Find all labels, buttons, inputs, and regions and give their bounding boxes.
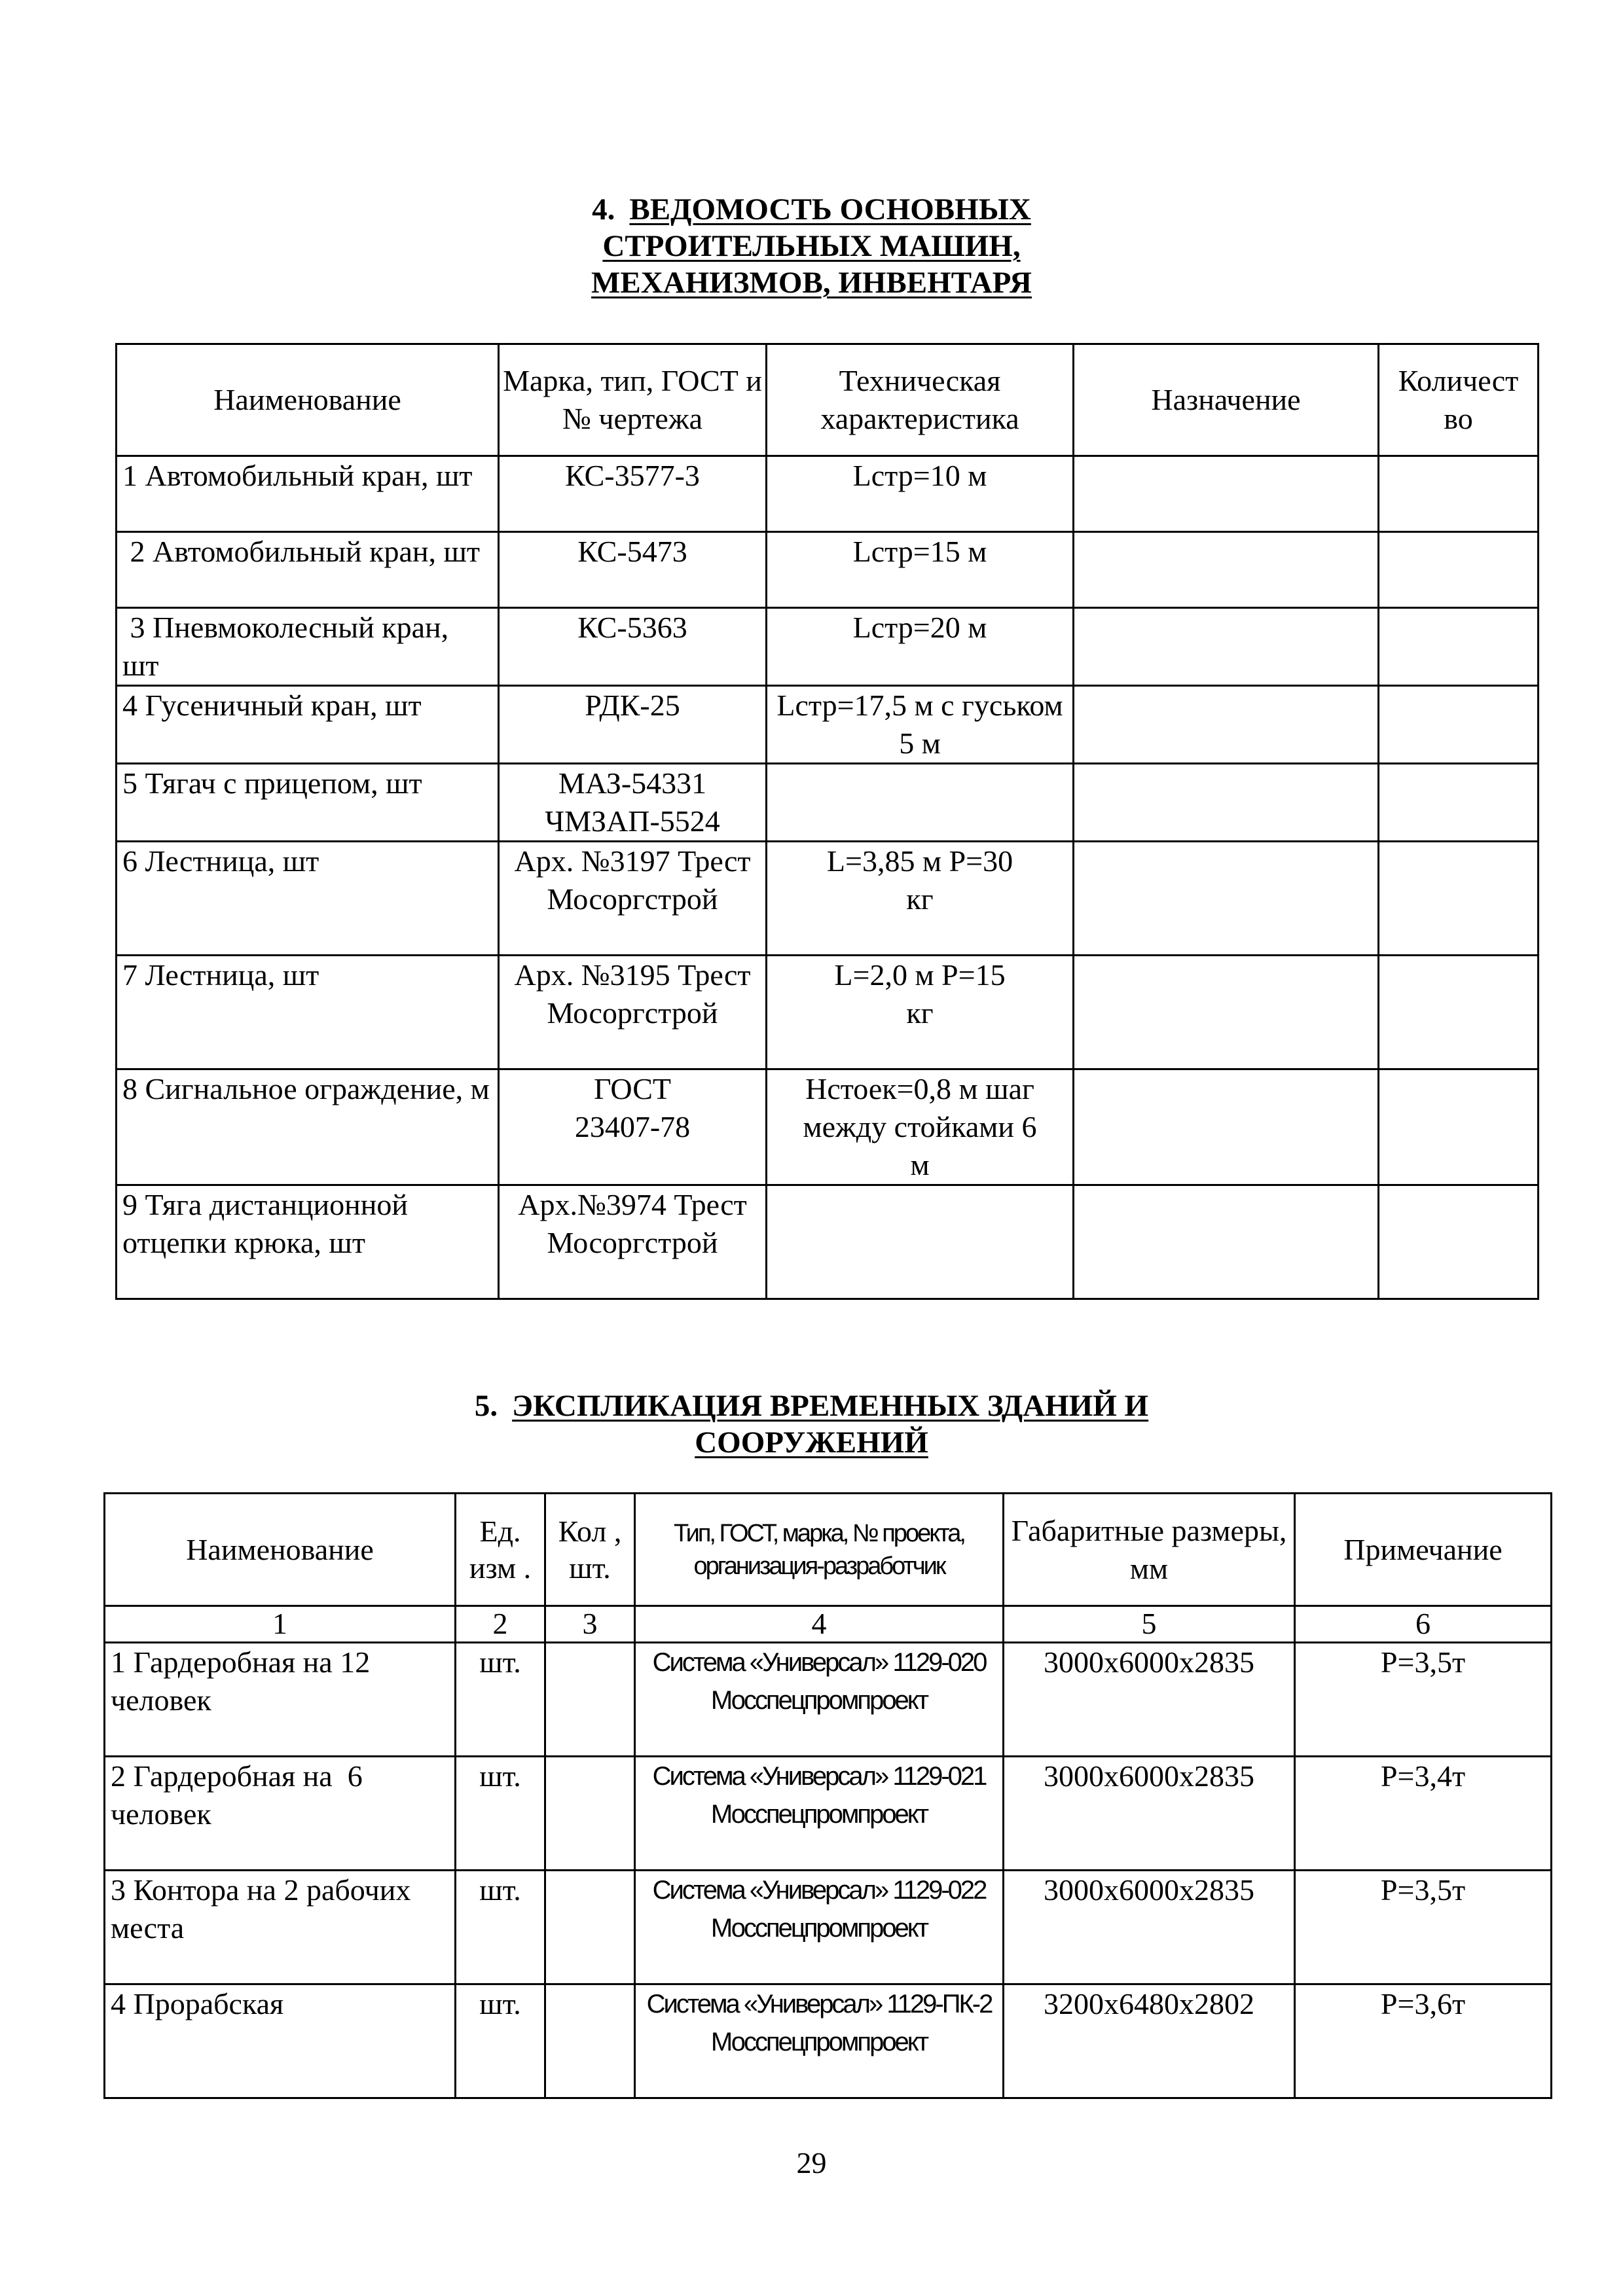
table-row bbox=[117, 1185, 1539, 1299]
cell-name: 9 Тяга дистанционной отцепки крюка, шт bbox=[117, 1185, 499, 1299]
table-row bbox=[117, 842, 1539, 956]
table-row bbox=[117, 764, 1539, 842]
table-row bbox=[117, 956, 1539, 1069]
section-4-heading bbox=[0, 191, 1623, 301]
section-4-title-line-1: ВЕДОМОСТЬ ОСНОВНЫХ bbox=[629, 192, 1031, 226]
cell-spec: Нстоек=0,8 м шаг между стойками 6 м bbox=[767, 1069, 1074, 1185]
cell-spec: Lстр=15 м bbox=[767, 532, 1074, 608]
cell-name: 5 Тягач с прицепом, шт bbox=[117, 764, 499, 842]
cell-type: Система «Универсал» 1129-020 Мосспецпромпроект bbox=[635, 1643, 1004, 1757]
cell-mark: Арх.№3974 Трест Мосоргстрой bbox=[499, 1185, 767, 1299]
cell-purpose bbox=[1074, 686, 1379, 764]
cell-purpose bbox=[1074, 608, 1379, 686]
cell-spec: Lстр=10 м bbox=[767, 456, 1074, 532]
cell-type: Система «Универсал» 1129-022 Мосспецпромпроект bbox=[635, 1871, 1004, 1984]
cell-type: Система «Универсал» 1129-021 Мосспецпромпроект bbox=[635, 1757, 1004, 1871]
column-number-row bbox=[105, 1606, 1552, 1643]
buildings-header-row bbox=[105, 1494, 1552, 1606]
cell-spec: L=3,85 м Р=30 кг bbox=[767, 842, 1074, 956]
cell-unit: шт. bbox=[456, 1871, 545, 1984]
cell-unit: шт. bbox=[456, 1757, 545, 1871]
cell-quantity bbox=[545, 1643, 635, 1757]
cell-mark: КС-3577-3 bbox=[499, 456, 767, 532]
cell-spec bbox=[767, 764, 1074, 842]
table-row bbox=[105, 1643, 1552, 1757]
cell-dimensions: 3000х6000х2835 bbox=[1004, 1757, 1295, 1871]
cell-purpose bbox=[1074, 456, 1379, 532]
cell-quantity bbox=[1379, 842, 1539, 956]
cell-mark: Арх. №3195 Трест Мосоргстрой bbox=[499, 956, 767, 1069]
table-row bbox=[117, 608, 1539, 686]
cell-spec: Lстр=20 м bbox=[767, 608, 1074, 686]
cell-quantity bbox=[545, 1871, 635, 1984]
cell-purpose bbox=[1074, 842, 1379, 956]
cell-purpose bbox=[1074, 956, 1379, 1069]
section-4-title-line-3: МЕХАНИЗМОВ, ИНВЕНТАРЯ bbox=[591, 266, 1032, 300]
cell-unit: шт. bbox=[456, 1643, 545, 1757]
cell-mark: КС-5363 bbox=[499, 608, 767, 686]
section-5-title-line-1: ЭКСПЛИКАЦИЯ ВРЕМЕННЫХ ЗДАНИЙ И bbox=[512, 1389, 1149, 1423]
header-name: Наименование bbox=[105, 1494, 456, 1606]
cell-mark: МАЗ-54331 ЧМЗАП-5524 bbox=[499, 764, 767, 842]
cell-purpose bbox=[1074, 1185, 1379, 1299]
table-row bbox=[105, 1871, 1552, 1984]
cell-note: Р=3,4т bbox=[1295, 1757, 1552, 1871]
cell-dimensions: 3000х6000х2835 bbox=[1004, 1643, 1295, 1757]
cell-name: 4 Прорабская bbox=[105, 1984, 456, 2098]
cell-name: 2 Гардеробная на 6 человек bbox=[105, 1757, 456, 1871]
cell-quantity bbox=[1379, 532, 1539, 608]
header-purpose: Назначение bbox=[1074, 344, 1379, 456]
column-number: 5 bbox=[1004, 1606, 1295, 1643]
header-dimensions: Габаритные размеры, мм bbox=[1004, 1494, 1295, 1606]
cell-name: 3 Контора на 2 рабочих места bbox=[105, 1871, 456, 1984]
column-number: 6 bbox=[1295, 1606, 1552, 1643]
buildings-table bbox=[103, 1492, 1552, 2099]
cell-unit: шт. bbox=[456, 1984, 545, 2098]
table-row bbox=[117, 686, 1539, 764]
section-4-title-line-2: СТРОИТЕЛЬНЫХ МАШИН, bbox=[602, 229, 1021, 263]
table-row bbox=[117, 456, 1539, 532]
cell-quantity bbox=[1379, 1185, 1539, 1299]
header-unit: Ед. изм . bbox=[456, 1494, 545, 1606]
cell-quantity bbox=[1379, 608, 1539, 686]
cell-note: Р=3,5т bbox=[1295, 1643, 1552, 1757]
cell-spec bbox=[767, 1185, 1074, 1299]
cell-mark: ГОСТ 23407-78 bbox=[499, 1069, 767, 1185]
table-row bbox=[117, 532, 1539, 608]
cell-name: 2 Автомобильный кран, шт bbox=[117, 532, 499, 608]
cell-name: 1 Автомобильный кран, шт bbox=[117, 456, 499, 532]
cell-quantity bbox=[545, 1984, 635, 2098]
header-mark: Марка, тип, ГОСТ и № чертежа bbox=[499, 344, 767, 456]
cell-name: 4 Гусеничный кран, шт bbox=[117, 686, 499, 764]
cell-mark: РДК-25 bbox=[499, 686, 767, 764]
cell-spec: Lстр=17,5 м с гуськом 5 м bbox=[767, 686, 1074, 764]
cell-quantity bbox=[1379, 1069, 1539, 1185]
header-quantity: Кол , шт. bbox=[545, 1494, 635, 1606]
header-note: Примечание bbox=[1295, 1494, 1552, 1606]
column-number: 3 bbox=[545, 1606, 635, 1643]
cell-note: Р=3,5т bbox=[1295, 1871, 1552, 1984]
machines-table bbox=[115, 343, 1539, 1300]
cell-quantity bbox=[1379, 456, 1539, 532]
cell-name: 6 Лестница, шт bbox=[117, 842, 499, 956]
cell-name: 1 Гардеробная на 12 человек bbox=[105, 1643, 456, 1757]
table-row bbox=[117, 1069, 1539, 1185]
cell-quantity bbox=[545, 1757, 635, 1871]
column-number: 4 bbox=[635, 1606, 1004, 1643]
cell-purpose bbox=[1074, 764, 1379, 842]
column-number: 2 bbox=[456, 1606, 545, 1643]
cell-quantity bbox=[1379, 956, 1539, 1069]
section-5-title-line-2: СООРУЖЕНИЙ bbox=[695, 1426, 928, 1460]
cell-name: 3 Пневмоколесный кран, шт bbox=[117, 608, 499, 686]
header-spec: Техническая характеристика bbox=[767, 344, 1074, 456]
machines-header-row bbox=[117, 344, 1539, 456]
cell-quantity bbox=[1379, 764, 1539, 842]
cell-purpose bbox=[1074, 1069, 1379, 1185]
table-row bbox=[105, 1984, 1552, 2098]
cell-mark: КС-5473 bbox=[499, 532, 767, 608]
cell-mark: Арх. №3197 Трест Мосоргстрой bbox=[499, 842, 767, 956]
header-type: Тип, ГОСТ, марка, № проекта, организация-разработчик bbox=[635, 1494, 1004, 1606]
cell-spec: L=2,0 м Р=15 кг bbox=[767, 956, 1074, 1069]
cell-note: Р=3,6т bbox=[1295, 1984, 1552, 2098]
cell-dimensions: 3200х6480х2802 bbox=[1004, 1984, 1295, 2098]
table-row bbox=[105, 1757, 1552, 1871]
section-5-heading bbox=[0, 1388, 1623, 1461]
cell-type: Система «Универсал» 1129-ПК-2 Мосспецпромпроект bbox=[635, 1984, 1004, 2098]
section-4-number: 4. bbox=[592, 192, 615, 226]
cell-purpose bbox=[1074, 532, 1379, 608]
cell-quantity bbox=[1379, 686, 1539, 764]
page-number: 29 bbox=[796, 2146, 827, 2179]
cell-name: 8 Сигнальное ограждение, м bbox=[117, 1069, 499, 1185]
header-name: Наименование bbox=[117, 344, 499, 456]
header-quantity: Количест во bbox=[1379, 344, 1539, 456]
cell-name: 7 Лестница, шт bbox=[117, 956, 499, 1069]
section-5-number: 5. bbox=[474, 1389, 498, 1423]
cell-dimensions: 3000х6000х2835 bbox=[1004, 1871, 1295, 1984]
column-number: 1 bbox=[105, 1606, 456, 1643]
